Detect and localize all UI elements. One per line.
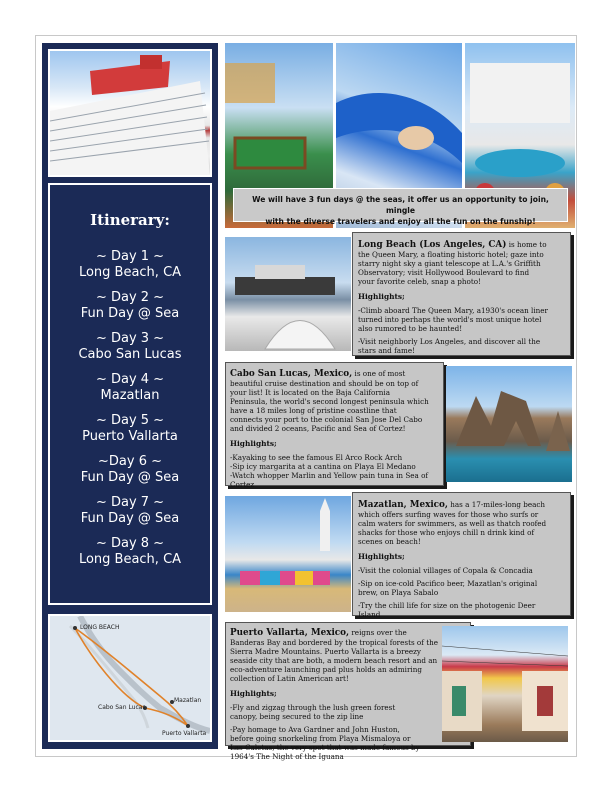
itinerary-day: ~ Day 5 ~ Puerto Vallarta — [82, 413, 178, 444]
port-text-long-beach: Long Beach (Los Angeles, CA) is home to the Queen Mary, a floating historic hotel; gaze into starry night sky a giant telescope at L.A.'s Griffith Observatory; visit Hollywood Boulevard to find your favorite celeb, snap a photo! Highlights; -Climb aboard The Queen Mary, a1930's ocean liner turned into perhaps the world's most unique hotel also rumored to be haunted! -Visit neighborly Los Angeles, and discover all the stars and fame! — [358, 240, 568, 359]
highlights-title: Highlights; — [230, 439, 277, 448]
highlight-item: -Visit the colonial villages of Copala & Concadia — [358, 566, 533, 575]
itinerary-day: ~ Day 4 ~ Mazatlan — [95, 372, 165, 403]
itinerary-day: ~ Day 7 ~ Fun Day @ Sea — [80, 495, 180, 526]
highlights-title: Highlights; — [230, 689, 277, 698]
itinerary-title: Itinerary: — [90, 211, 170, 229]
highlight-item: -Sip on ice-cold Pacifico beer, Mazatlan's original brew, on Playa Sabalo — [358, 579, 538, 597]
highlight-item: -Kayaking to see the famous El Arco Rock Arch — [230, 453, 403, 462]
queen-mary-photo — [225, 237, 351, 351]
itinerary-day: ~ Day 8 ~ Long Beach, CA — [78, 536, 182, 567]
port-text-puerto-vallarta: Puerto Vallarta, Mexico, reigns over the Banderas Bay and bordered by the tropical forests of the Sierra Madre Mountains. Puerto Vallarta is a breezy seaside city that are both, a modern beach resort and an eco-adventure launching pad plus holds an admiring collection of Latin American art! Highlights; -Fly and zigzag through the lush green forest canopy, being secured to the zip line -Pay homage to Ava Gardner and John Huston, before going snorkeling from Playa Mismaloya or Las Caletas, the very spot that was made famous by 1964's The Night of the Iguana — [230, 628, 442, 765]
map-label-long-beach: LONG BEACH — [80, 624, 120, 631]
highlight-item: -Visit neighborly Los Angeles, and discover all the stars and fame! — [358, 337, 541, 355]
highlight-item: -Watch whopper Marlin and Yellow pain tuna in Sea of Cortez — [230, 471, 429, 489]
highlight-item: -Fly and zigzag through the lush green forest canopy, being secured to the zip line — [230, 703, 396, 721]
fun-days-banner: We will have 3 fun days @ the seas, it offer us an opportunity to join, mingle with the diverse travelers and enjoy all the fun on the funship! — [233, 188, 568, 222]
highlight-item: -Sip icy margarita at a cantina on Playa El Medano — [230, 462, 416, 471]
port-name: Long Beach (Los Angeles, CA) — [358, 240, 507, 250]
mazatlan-photo — [225, 496, 351, 612]
cruise-ship-photo — [48, 49, 212, 177]
map-label-puerto-vallarta: Puerto Vallarta — [162, 730, 207, 737]
el-arco-photo — [446, 366, 572, 482]
port-name: Cabo San Lucas, Mexico, — [230, 369, 353, 379]
puerto-vallarta-photo — [442, 626, 568, 742]
ship-illustration — [50, 51, 210, 175]
itinerary-day: ~Day 6 ~ Fun Day @ Sea — [80, 454, 180, 485]
port-name: Puerto Vallarta, Mexico, — [230, 628, 350, 638]
port-text-mazatlan: Mazatlan, Mexico, has a 17-miles-long beach which offers surfing waves for those who surfs or calm waters for swimmers, as well as thatch roofed shacks for those who enjoys chill n drink kind of scenes on beach! Highlights; -Visit the colonial villages of Copala & Concadia -Sip on ice-cold Pacifico beer, Mazatlan's original brew, on Playa Sabalo -Try the chill life for size on the photogenic Deer Island — [358, 500, 568, 623]
highlights-title: Highlights; — [358, 552, 405, 561]
highlight-item: -Try the chill life for size on the photogenic Deer Island — [358, 601, 536, 619]
route-map-graphic — [50, 616, 210, 740]
highlight-item: -Climb aboard The Queen Mary, a1930's ocean liner turned into perhaps the world's most unique hotel also rumored to be haunted! — [358, 306, 548, 333]
itinerary-panel — [48, 183, 212, 605]
port-name: Mazatlan, Mexico, — [358, 500, 448, 510]
map-label-mazatlan: Mazatlan — [174, 697, 202, 704]
route-map — [48, 614, 212, 742]
itinerary-day: ~ Day 3 ~ Cabo San Lucas — [78, 331, 182, 362]
port-text-cabo: Cabo San Lucas, Mexico, is one of most beautiful cruise destination and should be on top of your list! It is located on the Baja California Peninsula, the world's second longest peninsula which have a 18 miles long of pristine coastline that connects your port to the colonial San Jose Del Cabo and divided 2 oceans, Pacific and Sea of Cortez! Highlights; -Kayaking to see the famous El Arco Rock Arch -Sip icy margarita at a cantina on Playa El Medano -Watch whopper Marlin and Yellow pain tuna in Sea of Cortez — [230, 369, 442, 489]
itinerary-day: ~ Day 1 ~ Long Beach, CA — [78, 249, 182, 280]
map-label-cabo: Cabo San Lucas — [98, 704, 146, 711]
highlights-title: Highlights; — [358, 292, 405, 301]
highlight-item: -Pay homage to Ava Gardner and John Huston, before going snorkeling from Playa Mismaloya or Las Caletas, the very spot that was made famous by 1964's The Night of the Iguana — [230, 725, 420, 761]
itinerary-day: ~ Day 2 ~ Fun Day @ Sea — [80, 290, 180, 321]
